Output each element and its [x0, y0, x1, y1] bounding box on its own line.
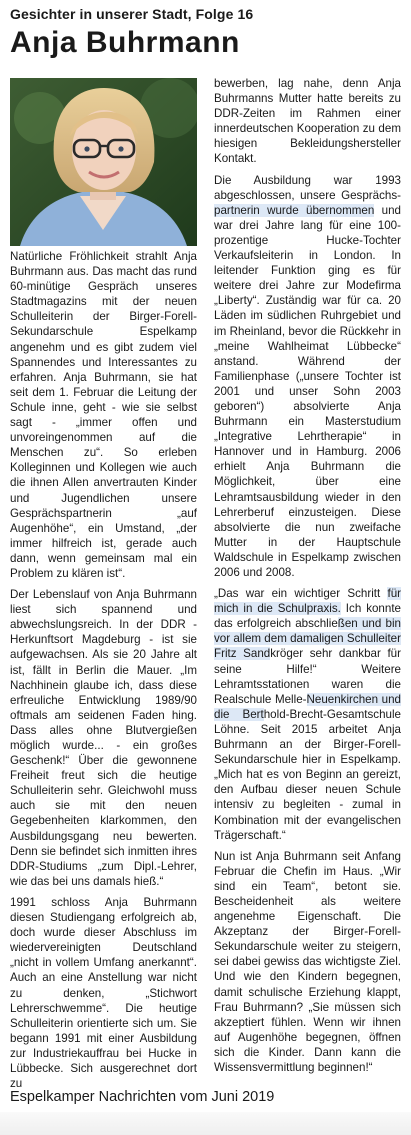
series-title: Gesichter in unserer Stadt, Folge 16 [10, 6, 254, 22]
text-highlight: für mich in die Schulpraxis. [214, 587, 401, 616]
text-run: „Das war ein wichtiger Schritt [214, 587, 388, 601]
text-run: kröger sehr dankbar für seine Hilfe!“ Weitere Lehramtsstationen waren die Realschule Melle- [214, 647, 401, 706]
paragraph-quote [214, 586, 401, 843]
text-highlight: Neuenkirchen und die Bert [214, 692, 401, 721]
text-run: und war drei Jahre lang für eine 100-prozentige Hucke-Tochter Verkaufsleiterin in London. In leitender Funktion ging es für weitere drei Jahre zur Modefirma „Liberty“. Zuständig war für ca. 20 Läden im südlichen Ruhrgebiet und im Rheinland, bevor die Rückkehr in „meine Wahlheimat Lübbecke“ anstand. Während der Familienphase („unsere Tochter ist 2001 und unser Sohn 2003 geboren“) absolvierte Anja Buhrmann ein Masterstudium „Integrative Lehrtherapie“ in Hannover und in Hamburg. 2006 erhielt Anja Buhrmann die Möglichkeit, über eine Lehramtsausbildung wieder in den Lehrerberuf einzusteigen. Diese absolvierte die nun zweifache Mutter in der Hauptschule Waldschule in Espelkamp zwischen 2006 und 2008. [214, 203, 401, 579]
footer-band [0, 1112, 411, 1135]
paragraph-biography: Der Lebenslauf von Anja Buhrmann liest sich spannend und abwechslungsreich. In der DDR - Herkunftsort Magdeburg - ist sie aufgewachsen. Als sie 20 Jahre alt ist, fällt in Berlin die Mauer. „Im Nachhinein glaube ich, dass diese erfreuliche Entwicklung 1989/90 oftmals am seidenen Faden hing. Dass alles ohne Blutvergießen möglich wurde... - ein großes Geschenk!“ Über die gewonnene Freiheit freut sich die heutige Schulleiterin sehr. Gleichwohl muss auch sie mit den neuen Gegebenheiten klarkommen, den Ausbildungsgang neu bewerten. Denn sie befindet sich inmitten ihres DDR-Studiums „zum Dipl.-Lehrer, wie das bei uns damals hieß.“ [10, 588, 197, 888]
article-headline: Anja Buhrmann [10, 26, 240, 59]
article-column-right [214, 76, 401, 1081]
text-run: Ich konnte das erfolgreich abschlie [214, 602, 402, 631]
text-run: Die Ausbildung war 1993 abgeschlossen, unsere Gesprächs- [214, 173, 401, 202]
text-highlight: partnerin wurde übernommen [214, 203, 375, 217]
article-column-left [10, 249, 197, 1097]
paragraph-application: bewerben, lag nahe, denn Anja Buhrmanns Mutter hatte bereits zu DDR-Zeiten im Rahmen einer innerdeutschen Kooperation zu dem hiesigen Bekleidungshersteller Kontakt. [214, 77, 401, 166]
paragraph-studies: 1991 schloss Anja Buhrmann diesen Studiengang erfolgreich ab, doch wurde dieser Abschluss im wiedervereinigten Deutschland „nicht in vollem Umfang anerkannt“. Auch an eine Anstellung war nicht zu denken, „Stichwort Lehrerschwemme“. Die heutige Schulleiterin orientierte sich um. Sie begann 1991 mit einer Ausbildung zur Industriekauffrau bei Hucke in Lübbecke. Sich ausgerechnet dort zu [10, 895, 197, 1091]
paragraph-intro: Natürliche Fröhlichkeit strahlt Anja Buhrmann aus. Das macht das rund 60-minütige Gespräch unseres Stadtmagazins mit der neuen Schulleiterin der Birger-Forell-Sekundarschule Espelkamp angenehm und es gibt zudem viel Spannendes und Interessantes zu erfahren. Anja Buhrmann, sie hat seit dem 1. Februar die Leitung der Schule inne, geht - wie sie selbst sagt - „immer offen und unvoreingenommen auf die Menschen zu“. So erleben Kolleginnen und Kollegen wie auch die ihnen Allen anvertrauten Kinder und Jugendlichen unsere Gesprächspartnerin „auf Augenhöhe“, ein Umstand, „der immer hilfreich ist, gerade auch dann, wenn gemeinsam mal ein Problem zu klären ist“. [10, 250, 197, 580]
text-run: hold-Brecht-Gesamtschule Löhne. Seit 2015 arbeitet Anja Buhrmann an der Birger-Forell-Sekundarschule hier in Espelkamp. „Mich hat es von Beginn an gereizt, den Aufbau dieser neuen Schule intensiv zu begleiten - zumal in Kombination mit der evangelischen Trägerschaft.“ [214, 707, 401, 842]
source-caption: Espelkamper Nachrichten vom Juni 2019 [10, 1089, 275, 1105]
portrait-photo [10, 78, 197, 246]
paragraph-conclusion: Nun ist Anja Buhrmann seit Anfang Februar die Chefin im Haus. „Wir sind ein Team“, betont sie. Bescheidenheit als weitere angenehme Eigenschaft. Die Akzeptanz der Birger-Forell-Sekundarschule weiter zu steigern, sei dabei gewiss das wichtigste Ziel. Und wie den Kindern begegnen, damit schulische Erziehung klappt, Frau Buhrmann? „Sie müssen sich akzeptiert fühlen. Wenn wir ihnen auf Augenhöhe begegnen, öffnen sich die Kinder. Dann kann die Wissensvermittlung beginnen!“ [214, 849, 401, 1074]
text-highlight: ßen und bin vor allem dem damaligen Schulleiter Fritz Sand [214, 617, 401, 661]
paragraph-career [214, 173, 401, 581]
